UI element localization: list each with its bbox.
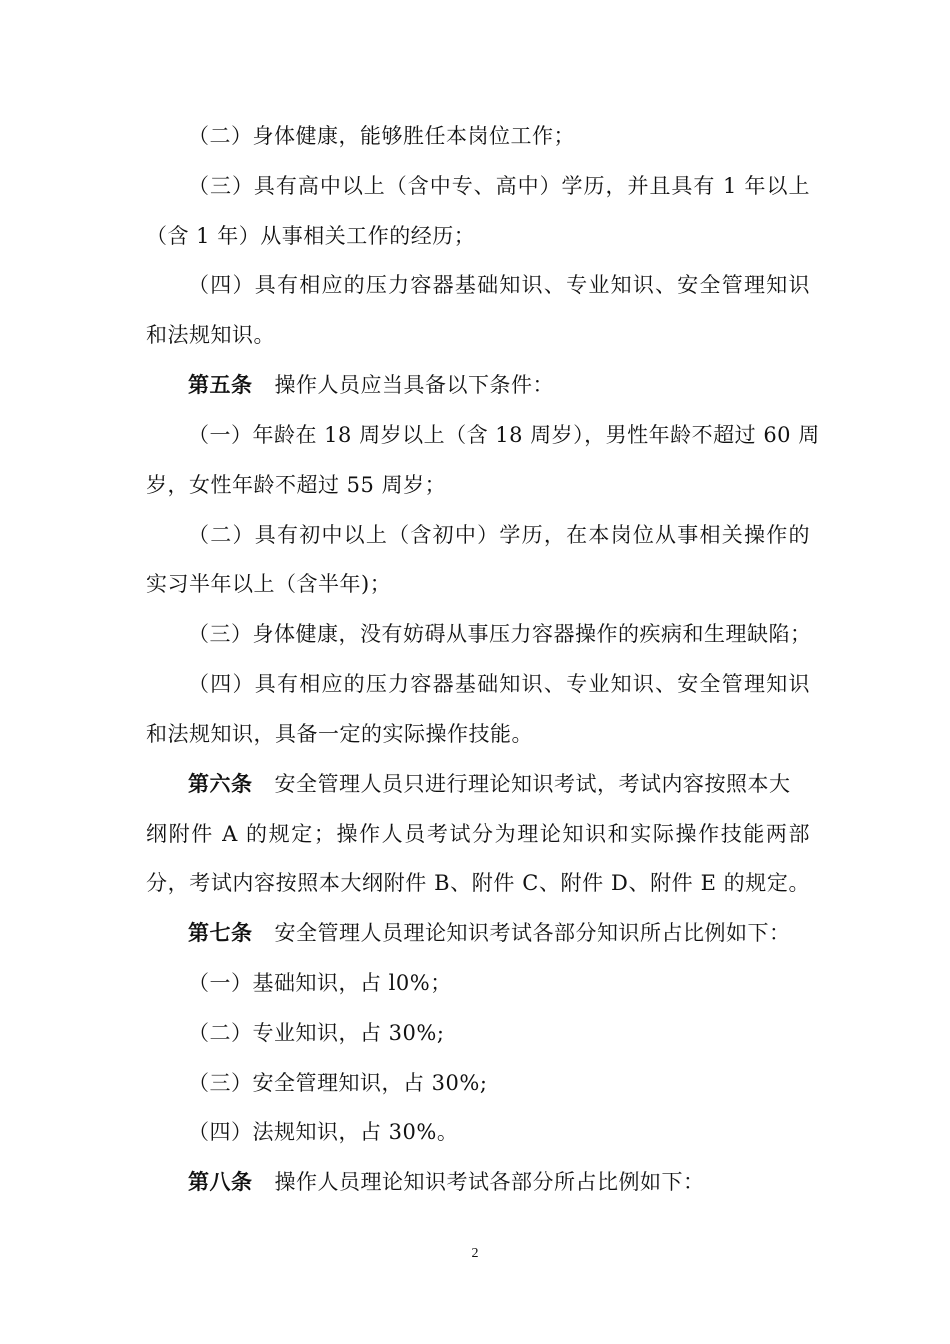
line-text: （二）身体健康，能够胜任本岗位工作； (188, 124, 575, 148)
line-text: 和法规知识，具备一定的实际操作技能。 (146, 722, 533, 746)
paragraph-line (146, 719, 810, 749)
line-text: 安全管理人员只进行理论知识考试，考试内容按照本大 (274, 772, 791, 796)
paragraph-line (146, 569, 810, 599)
paragraph-line (188, 121, 810, 151)
paragraph-line (188, 420, 820, 450)
paragraph-line (188, 171, 810, 201)
article-line (188, 769, 810, 799)
article-line (188, 918, 810, 948)
list-item (188, 1018, 810, 1048)
line-text: 安全管理人员理论知识考试各部分知识所占比例如下： (274, 921, 791, 945)
paragraph-line (146, 868, 810, 898)
article-heading: 第六条 (188, 772, 253, 796)
list-item (188, 1117, 810, 1147)
line-text: （四）法规知识，占 30%。 (188, 1120, 459, 1144)
page-number: 2 (471, 1246, 479, 1261)
line-text: （含 1 年）从事相关工作的经历； (146, 224, 476, 248)
line-text: （一）基础知识，占 l0%； (188, 971, 452, 995)
line-text: 实习半年以上（含半年)； (146, 572, 392, 596)
article-heading: 第八条 (188, 1170, 253, 1194)
paragraph-line (146, 470, 810, 500)
list-item (188, 1068, 810, 1098)
article-line (188, 370, 810, 400)
paragraph-line (188, 619, 810, 649)
line-text: （三）身体健康，没有妨碍从事压力容器操作的疾病和生理缺陷； (188, 622, 812, 646)
line-text: （二）专业知识，占 30%; (188, 1021, 445, 1045)
paragraph-line (146, 320, 810, 350)
paragraph-line (146, 819, 810, 849)
paragraph-line (188, 520, 810, 550)
line-text: 分，考试内容按照本大纲附件 B、附件 C、附件 D、附件 E 的规定。 (146, 871, 810, 895)
line-text: （二）具有初中以上（含初中）学历，在本岗位从事相关操作的 (188, 523, 810, 547)
paragraph-line (188, 270, 810, 300)
line-text: （三）安全管理知识，占 30%; (188, 1071, 488, 1095)
line-text: （一）年龄在 18 周岁以上（含 18 周岁），男性年龄不超过 60 周 (188, 423, 820, 447)
line-text: 岁，女性年龄不超过 55 周岁； (146, 473, 447, 497)
line-text: （三）具有高中以上（含中专、高中）学历，并且具有 1 年以上 (188, 174, 810, 198)
line-text: 和法规知识。 (146, 323, 275, 347)
article-line (188, 1167, 810, 1197)
article-heading: 第五条 (188, 373, 253, 397)
line-text: 操作人员应当具备以下条件： (274, 373, 554, 397)
paragraph-line (146, 221, 810, 251)
article-heading: 第七条 (188, 921, 253, 945)
line-text: 纲附件 A 的规定；操作人员考试分为理论知识和实际操作技能两部 (146, 822, 810, 846)
line-text: （四）具有相应的压力容器基础知识、专业知识、安全管理知识 (188, 273, 810, 297)
line-text: 操作人员理论知识考试各部分所占比例如下： (274, 1170, 705, 1194)
paragraph-line (188, 669, 810, 699)
line-text: （四）具有相应的压力容器基础知识、专业知识、安全管理知识 (188, 672, 810, 696)
list-item (188, 968, 810, 998)
